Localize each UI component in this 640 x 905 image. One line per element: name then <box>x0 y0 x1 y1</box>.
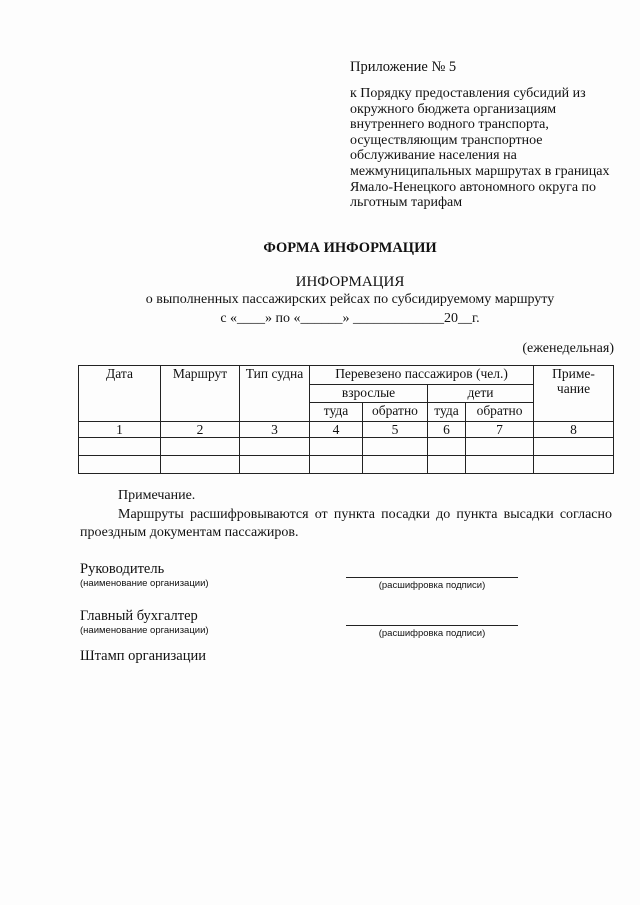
table-cell <box>466 438 534 456</box>
stamp-label: Штамп организации <box>80 648 206 664</box>
col-number: 2 <box>161 422 240 438</box>
col-number: 6 <box>428 422 466 438</box>
col-number: 5 <box>363 422 428 438</box>
accountant-hint: (наименование организации) <box>80 625 209 636</box>
appendix-title: Приложение № 5 <box>350 59 457 75</box>
note-text: Маршруты расшифровываются от пункта посадки до пункта высадки согласно проездным документам пассажиров. <box>80 507 612 540</box>
col-carried: Перевезено пассажиров (чел.) <box>310 366 534 385</box>
col-date: Дата <box>79 366 161 422</box>
form-title: ФОРМА ИНФОРМАЦИИ <box>263 240 437 256</box>
table-cell <box>363 438 428 456</box>
col-adults: взрослые <box>310 384 428 403</box>
info-subtitle: о выполненных пассажирских рейсах по субсидируемому маршруту <box>145 292 555 307</box>
table-cell <box>240 438 310 456</box>
table-row <box>79 456 614 474</box>
col-number: 4 <box>310 422 363 438</box>
col-vessel-type: Тип судна <box>240 366 310 422</box>
table-cell <box>534 456 614 474</box>
note-label: Примечание. <box>118 488 196 503</box>
col-number: 1 <box>79 422 161 438</box>
table-cell <box>79 456 161 474</box>
table-cell <box>161 438 240 456</box>
head-decoding-hint: (расшифровка подписи) <box>378 580 486 591</box>
col-children-there: туда <box>428 403 466 422</box>
table-header-row <box>79 366 614 385</box>
table-cell <box>310 438 363 456</box>
table-cell <box>240 456 310 474</box>
table-cell <box>161 456 240 474</box>
col-adults-there: туда <box>310 403 363 422</box>
col-children-back: обратно <box>466 403 534 422</box>
head-hint: (наименование организации) <box>80 578 209 589</box>
frequency-label: (еженедельная) <box>522 341 614 356</box>
col-adults-back: обратно <box>363 403 428 422</box>
col-children: дети <box>428 384 534 403</box>
accountant-label: Главный бухгалтер <box>80 608 198 624</box>
accountant-decoding-hint: (расшифровка подписи) <box>378 628 486 639</box>
table-cell <box>466 456 534 474</box>
col-note: Приме-чание <box>534 366 614 422</box>
table-cell <box>363 456 428 474</box>
accountant-signature-line <box>346 625 518 626</box>
appendix-body: к Порядку предоставления субсидий из окружного бюджета организациям внутреннего водного транспорта, осуществляющим транспортное обслуживание населения на межмуниципальных маршрутах в границах Ямало-Ненецкого автономного округа по льготным тарифам <box>350 86 610 211</box>
passenger-table <box>78 365 614 474</box>
table-row <box>79 438 614 456</box>
table-cell <box>428 438 466 456</box>
col-number: 7 <box>466 422 534 438</box>
col-number: 3 <box>240 422 310 438</box>
table-cell <box>79 438 161 456</box>
head-label: Руководитель <box>80 561 165 577</box>
info-title: ИНФОРМАЦИЯ <box>295 274 405 290</box>
col-route: Маршрут <box>161 366 240 422</box>
info-period: с «____» по «______» _____________20__г. <box>220 311 480 326</box>
table-number-row <box>79 422 614 438</box>
table-cell <box>534 438 614 456</box>
col-number: 8 <box>534 422 614 438</box>
table-cell <box>428 456 466 474</box>
head-signature-line <box>346 577 518 578</box>
table-cell <box>310 456 363 474</box>
